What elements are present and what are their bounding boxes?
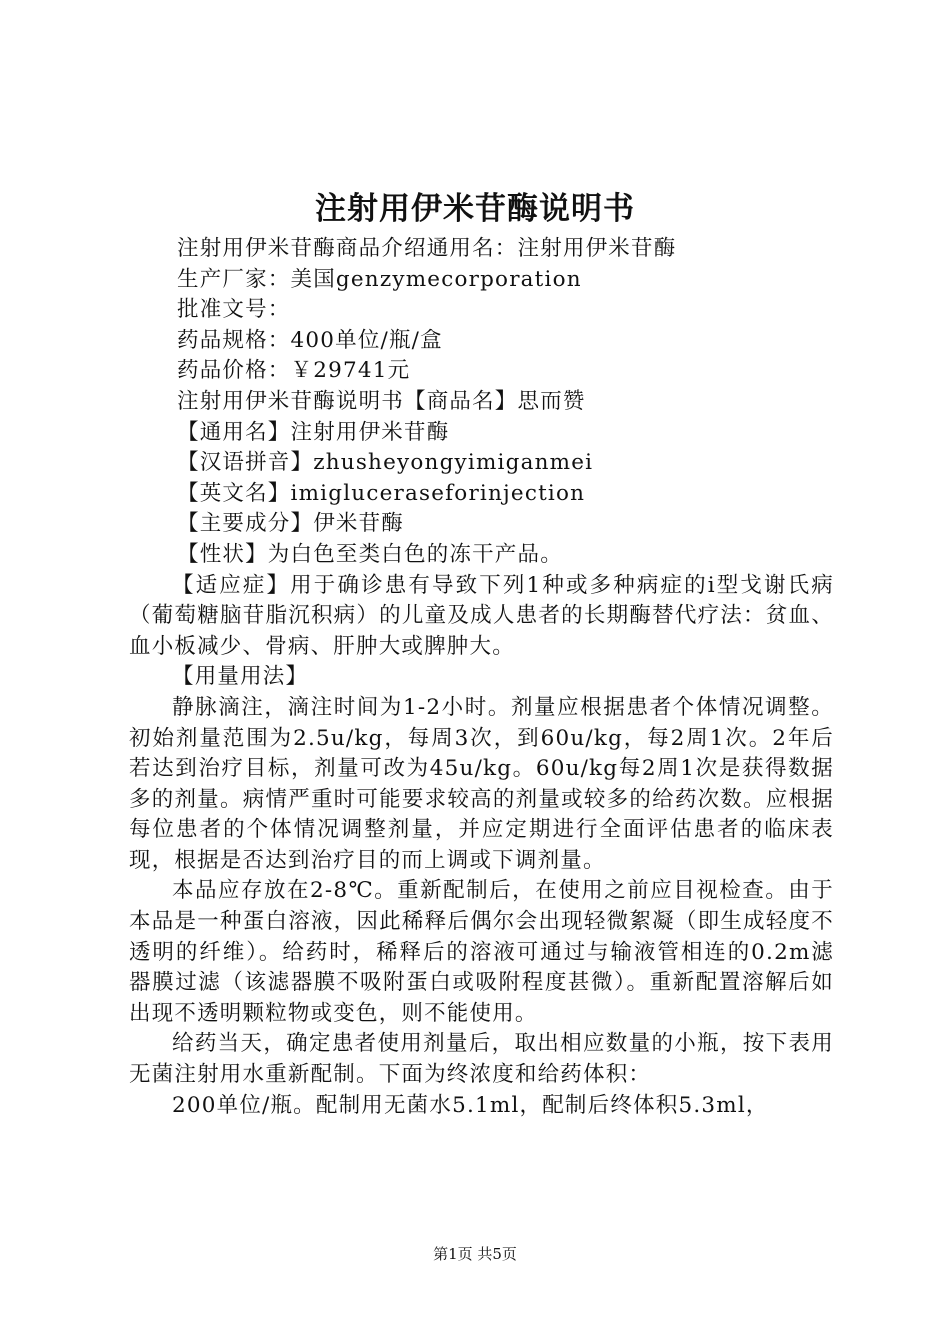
info-line: 【性状】为白色至类白色的冻干产品。	[177, 541, 563, 567]
info-line: 生产厂家：美国genzymecorporation	[177, 266, 582, 292]
document-body	[129, 234, 834, 1121]
paragraph-storage: 本品应存放在2-8℃。重新配制后，在使用之前应目视检查。由于本品是一种蛋白溶液，因此稀释后偶尔会出现轻微絮凝（即生成轻度不透明的纤维）。给药时，稀释后的溶液可通过与输液管相连的0.2m滤器膜过滤（该滤器膜不吸附蛋白或吸附程度甚微）。重新配置溶解后如出现不透明颗粒物或变色，则不能使用。	[129, 878, 834, 1026]
info-line: 【英文名】imigluceraseforinjection	[177, 480, 586, 506]
info-line: 【汉语拼音】zhusheyongyimiganmei	[177, 450, 594, 476]
page-footer: 第1页 共5页	[433, 1245, 517, 1263]
paragraph-preparation: 给药当天，确定患者使用剂量后，取出相应数量的小瓶，按下表用无菌注射用水重新配制。下面为终浓度和给药体积：	[129, 1031, 834, 1088]
info-line: 注射用伊米苷酶商品介绍通用名：注射用伊米苷酶	[177, 236, 677, 261]
info-line: 【通用名】注射用伊米苷酶	[177, 419, 450, 445]
paragraph-usage-heading: 【用量用法】	[172, 664, 309, 690]
info-line: 药品规格：400单位/瓶/盒	[177, 327, 443, 353]
info-line: 批准文号：	[177, 297, 291, 323]
info-line: 【主要成分】伊米苷酶	[177, 511, 405, 537]
paragraph-volume: 200单位/瓶。配制用无菌水5.1ml，配制后终体积5.3ml，	[172, 1092, 769, 1118]
document-title: 注射用伊米苷酶说明书	[315, 191, 635, 227]
info-line: 药品价格：￥29741元	[177, 358, 411, 384]
info-line: 注射用伊米苷酶说明书【商品名】思而赞	[177, 388, 586, 414]
paragraph-dosage: 静脉滴注，滴注时间为1-2小时。剂量应根据患者个体情况调整。初始剂量范围为2.5u/kg，每周3次，到60u/kg，每2周1次。2年后若达到治疗目标，剂量可改为45u/kg。60u/kg每2周1次是获得数据多的剂量。病情严重时可能要求较高的剂量或较多的给药次数。应根据每位患者的个体情况调整剂量，并应定期进行全面评估患者的临床表现，根据是否达到治疗目的而上调或下调剂量。	[129, 694, 834, 873]
paragraph-indications: 【适应症】用于确诊患有导致下列1种或多种病症的i型戈谢氏病（葡萄糖脑苷脂沉积病）的儿童及成人患者的长期酶替代疗法：贫血、血小板减少、骨病、肝肿大或脾肿大。	[129, 572, 834, 659]
